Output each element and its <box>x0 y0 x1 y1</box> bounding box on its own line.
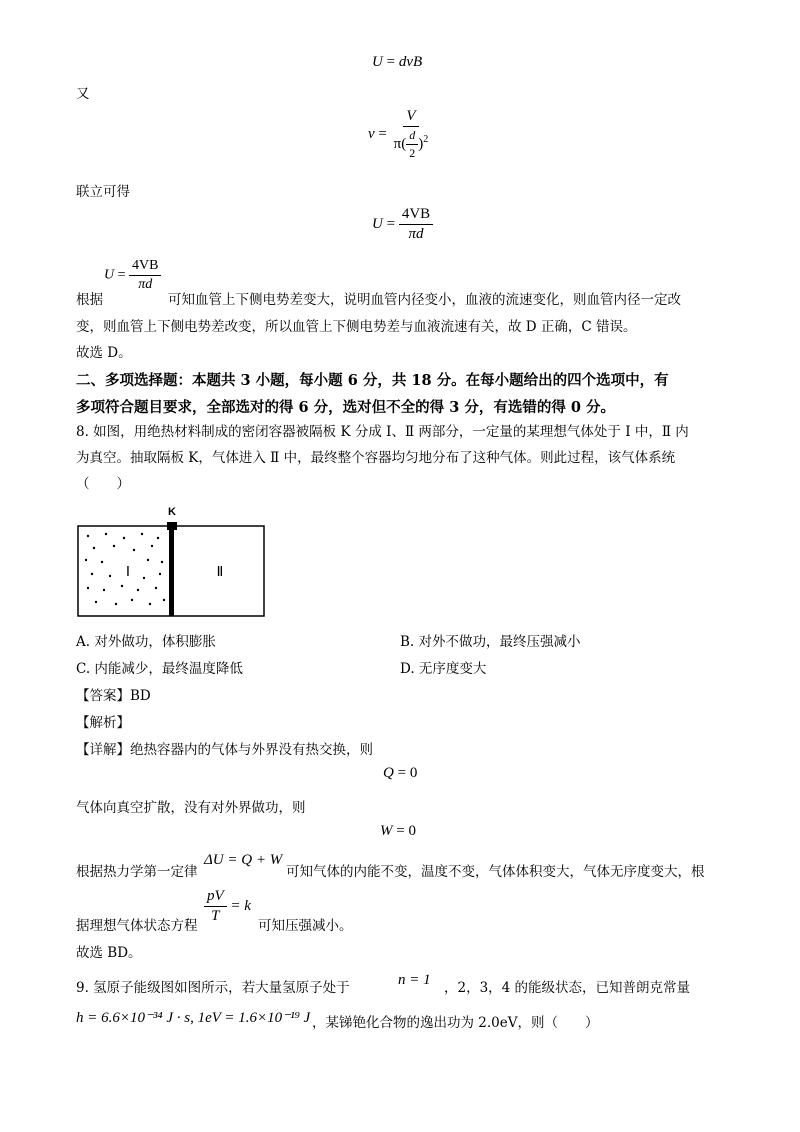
partition-k-label: K <box>168 506 176 518</box>
q8-state-rest: 可知压强减小。 <box>258 918 353 934</box>
equation-planck: h = 6.6×10⁻³⁴ J · s, 1eV = 1.6×10⁻¹⁹ J <box>76 1010 311 1026</box>
equation-n-one: n = 1 <box>398 972 431 988</box>
answer-d-line: 故选 D。 <box>76 345 132 361</box>
region-i-label: Ⅰ <box>125 565 131 580</box>
para1-line2: 变，则血管上下侧电势差改变，所以血管上下侧电势差与血液流速有关，故 D 正确，C 错误。 <box>76 319 637 335</box>
container-figure <box>76 500 270 620</box>
equation-v-flow: v = V π( $\frac{d}{2}$ )$^2$ <box>368 108 429 160</box>
equation-first-law: ΔU = Q + W <box>204 852 283 868</box>
section2-line1: 二、多项选择题：本题共 3 小题，每小题 6 分，共 18 分。在每小题给出的四个选项中，有 <box>76 372 669 389</box>
region-ii-label: Ⅱ <box>216 565 224 580</box>
equation-u-dvb: U = dvB <box>372 54 423 70</box>
q9-mid: ，2，3，4 的能级状态，已知普朗克常量 <box>444 980 691 996</box>
equation-w-zero: W = 0 <box>380 823 416 839</box>
q8-option-a: A. 对外做功，体积膨胀 <box>76 634 216 650</box>
inline-equation-u-4vb: U = $\frac{4VB}{\pi d}$ <box>104 258 161 293</box>
q8-law-start: 根据热力学第一定律 <box>76 864 198 880</box>
q8-analysis: 【解析】 <box>76 715 130 731</box>
q8-vacuum-line: 气体向真空扩散，没有对外界做功，则 <box>76 800 306 816</box>
q8-answer: 【答案】BD <box>76 688 151 704</box>
equation-ideal-gas: $\frac{pV}{T}$ = k <box>204 888 251 925</box>
q8-line3: （ ） <box>76 476 130 492</box>
q8-option-d: D. 无序度变大 <box>400 661 487 677</box>
q8-detail: 【详解】绝热容器内的气体与外界没有热交换，则 <box>76 742 373 758</box>
q9-start: 9. 氢原子能级图如图所示，若大量氢原子处于 <box>76 980 350 996</box>
q8-option-c: C. 内能减少，最终温度降低 <box>76 661 243 677</box>
para1-start: 根据 <box>76 292 103 308</box>
q8-state-start: 据理想气体状态方程 <box>76 918 198 934</box>
q8-line2: 为真空。抽取隔板 K，气体进入 Ⅱ 中，最终整个容器均匀地分布了这种气体。则此过程，该气体系统 <box>76 450 676 466</box>
section2-line2: 多项符合题目要求，全部选对的得 6 分，选对但不全的得 3 分，有选错的得 0 分。 <box>76 399 616 416</box>
q8-option-b: B. 对外不做功，最终压强减小 <box>400 634 581 650</box>
para1-rest: 可知血管上下侧电势差变大，说明血管内径变小，血液的流速变化，则血管内径一定改 <box>168 292 681 308</box>
text-lianli: 联立可得 <box>76 184 130 200</box>
text-you: 又 <box>76 86 90 102</box>
q8-law-rest: 可知气体的内能不变，温度不变，气体体积变大，气体无序度变大，根 <box>286 864 705 880</box>
q8-line1: 8. 如图，用绝热材料制成的密闭容器被隔板 K 分成 Ⅰ、Ⅱ 两部分，一定量的某理想气体处于 Ⅰ 中，Ⅱ 内 <box>76 424 689 440</box>
q9-end: ，某锑铯化合物的逸出功为 2.0eV，则（ ） <box>312 1015 599 1031</box>
equation-q-zero: Q = 0 <box>383 765 418 781</box>
equation-u-4vb: U = $\frac{4VB}{\pi d}$ <box>372 206 433 243</box>
partition-k <box>169 522 174 616</box>
q8-final-answer: 故选 BD。 <box>76 945 142 961</box>
